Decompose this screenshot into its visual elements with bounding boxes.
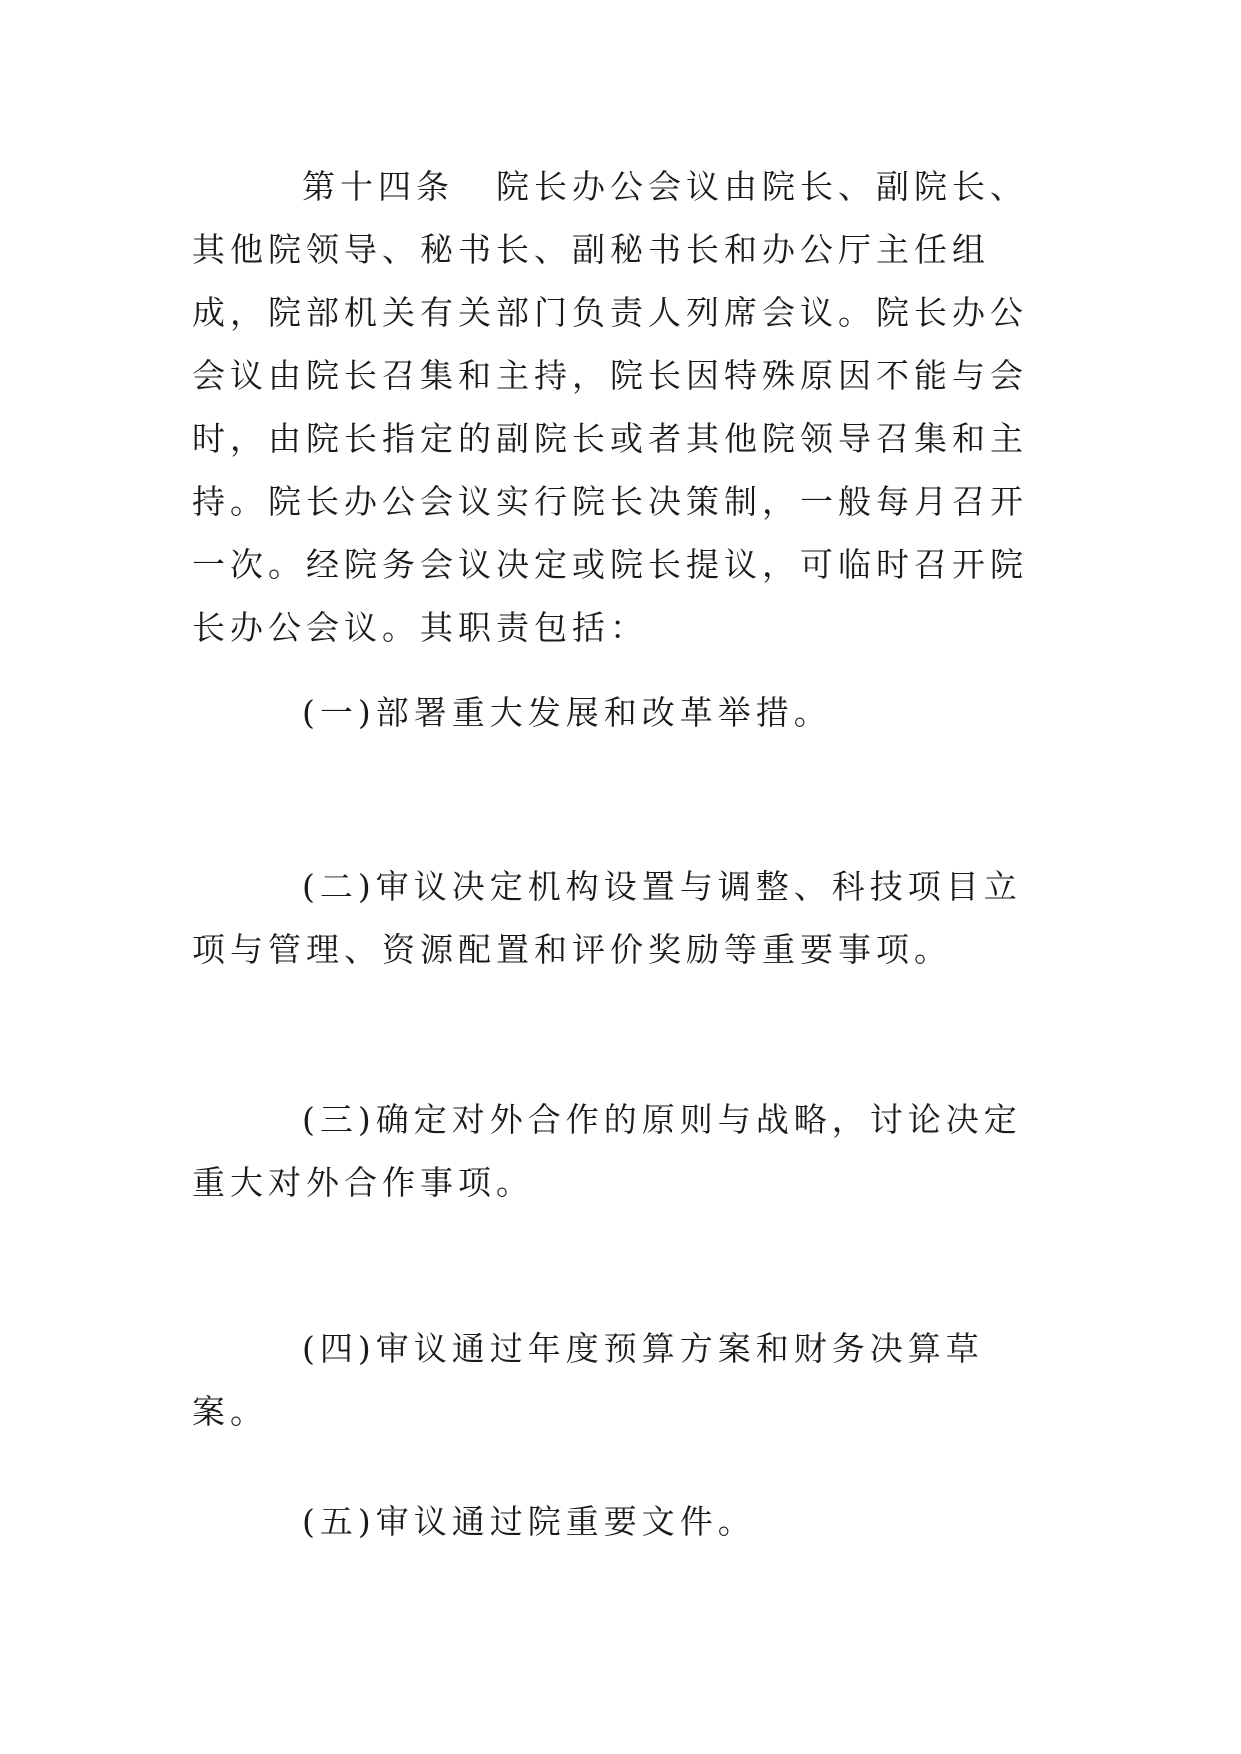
item-text: 部署重大发展和改革举措。 bbox=[375, 693, 832, 732]
item-marker: (四) bbox=[302, 1329, 376, 1368]
item-marker: (五) bbox=[302, 1502, 376, 1541]
list-item-1 bbox=[192, 681, 1057, 744]
list-item-2 bbox=[192, 855, 1057, 981]
item-marker: (二) bbox=[302, 867, 376, 906]
item-text: 确定对外合作的原则与战略，讨论决定重大对外合作事项。 bbox=[192, 1100, 1022, 1202]
item-text: 审议通过院重要文件。 bbox=[375, 1502, 756, 1541]
item-text: 审议通过年度预算方案和财务决算草案。 bbox=[192, 1329, 984, 1431]
item-marker: (一) bbox=[302, 693, 376, 732]
list-item-5 bbox=[192, 1490, 1057, 1553]
list-item-4 bbox=[192, 1317, 1057, 1443]
item-marker: (三) bbox=[302, 1100, 376, 1139]
list-item-3 bbox=[192, 1088, 1057, 1214]
item-text: 审议决定机构设置与调整、科技项目立项与管理、资源配置和评价奖励等重要事项。 bbox=[192, 867, 1022, 969]
article-text: 院长办公会议由院长、副院长、其他院领导、秘书长、副秘书长和办公厅主任组成，院部机关有关部门负责人列席会议。院长办公会议由院长召集和主持，院长因特殊原因不能与会时，由院长指定的副院长或者其他院领导召集和主持。院长办公会议实行院长决策制，一般每月召开一次。经院务会议决定或院长提议，可临时召开院长办公会议。其职责包括： bbox=[192, 167, 1028, 647]
article-number: 第十四条 bbox=[302, 167, 454, 206]
article-14-paragraph bbox=[192, 155, 1057, 659]
